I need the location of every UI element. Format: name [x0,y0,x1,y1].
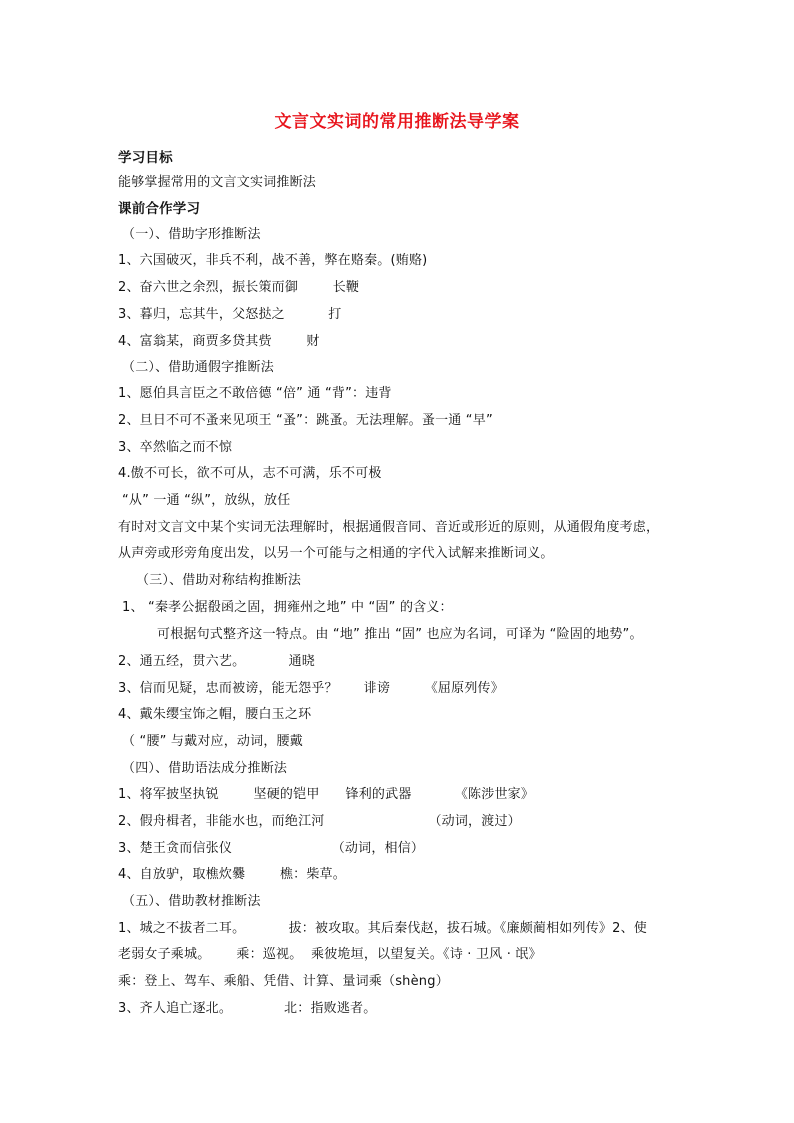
text-line: 3、信而见疑，忠而被谤，能无怨乎？ 诽谤 《屈原列传》 [118,681,504,696]
text-line: 4.傲不可长，欲不可从，志不可满，乐不可极 [118,466,382,481]
text-line: 2、假舟楫者，非能水也，而绝江河 （动词，渡过） [118,814,521,829]
text-line: 从声旁或形旁角度出发，以另一个可能与之相通的字代入试解来推断词义。 [118,546,554,561]
section-heading: （一）、借助字形推断法 [122,227,261,242]
text-line: 1、城之不拔者二耳。 拔：被攻取。其后秦伐赵，拔石城。《廉颇蔺相如列传》2、使 [118,921,647,936]
document-title: 文言文实词的常用推断法导学案 [274,112,520,132]
text-line: 老弱女子乘城。 乘：巡视。 乘彼垝垣，以望复关。《诗 · 卫风 · 氓》 [118,947,542,962]
text-line: 2、奋六世之余烈，振长策而御 长鞭 [118,280,360,295]
text-line: 有时对文言文中某个实词无法理解时，根据通假音同、音近或形近的原则，从通假角度考虑， [118,520,660,535]
text-line: 1、六国破灭，非兵不利，战不善，弊在赂秦。(贿赂) [118,253,428,268]
section-heading: （二）、借助通假字推断法 [122,360,274,375]
text-line: 1、 “秦孝公据殽函之固，拥雍州之地” 中 “固” 的含义： [122,600,453,615]
text-line: 3、楚王贪而信张仪 （动词，相信） [118,841,425,856]
text-line: 1、愿伯具言臣之不敢倍德 “倍” 通 “背”：违背 [118,386,392,401]
text-line: 1、将军披坚执锐 坚硬的铠甲 锋利的武器 《陈涉世家》 [118,787,535,802]
text-line: 2、旦日不可不蚤来见项王 “蚤”：跳蚤。无法理解。蚤一通 “早” [118,413,493,428]
text-line: 4、戴朱缨宝饰之帽，腰白玉之环 [118,707,312,722]
text-line: 乘：登上、驾车、乘船、凭借、计算、量词乘（shèng） [118,974,449,989]
text-line: 3、暮归，忘其牛，父怒挞之 打 [118,307,342,322]
text-line: 3、卒然临之而不惊 [118,440,233,455]
heading-learning-goals: 学习目标 [118,150,173,166]
text-line: 4、富翁某，商贾多贷其赀 财 [118,334,320,349]
text-line: “从” 一通 “纵”，放纵，放任 [122,493,291,508]
section-heading: （五）、借助教材推断法 [122,894,261,909]
text-line: 4、自放驴，取樵炊爨 樵：柴草。 [118,867,346,882]
text-line: 可根据句式整齐这一特点。由 “地” 推出 “固” 也应为名词，可译为 “险固的地势”。 [157,627,643,642]
text-line: （ “腰” 与戴对应，动词，腰戴 [122,734,303,749]
section-heading: （三）、借助对称结构推断法 [136,573,302,588]
text-line: 2、通五经，贯六艺。 通晓 [118,654,315,669]
text-line: 3、齐人追亡逐北。 北：指败逃者。 [118,1001,377,1016]
text-line: 能够掌握常用的文言文实词推断法 [118,175,317,190]
section-heading: （四）、借助语法成分推断法 [122,761,288,776]
heading-pre-class: 课前合作学习 [118,201,201,217]
